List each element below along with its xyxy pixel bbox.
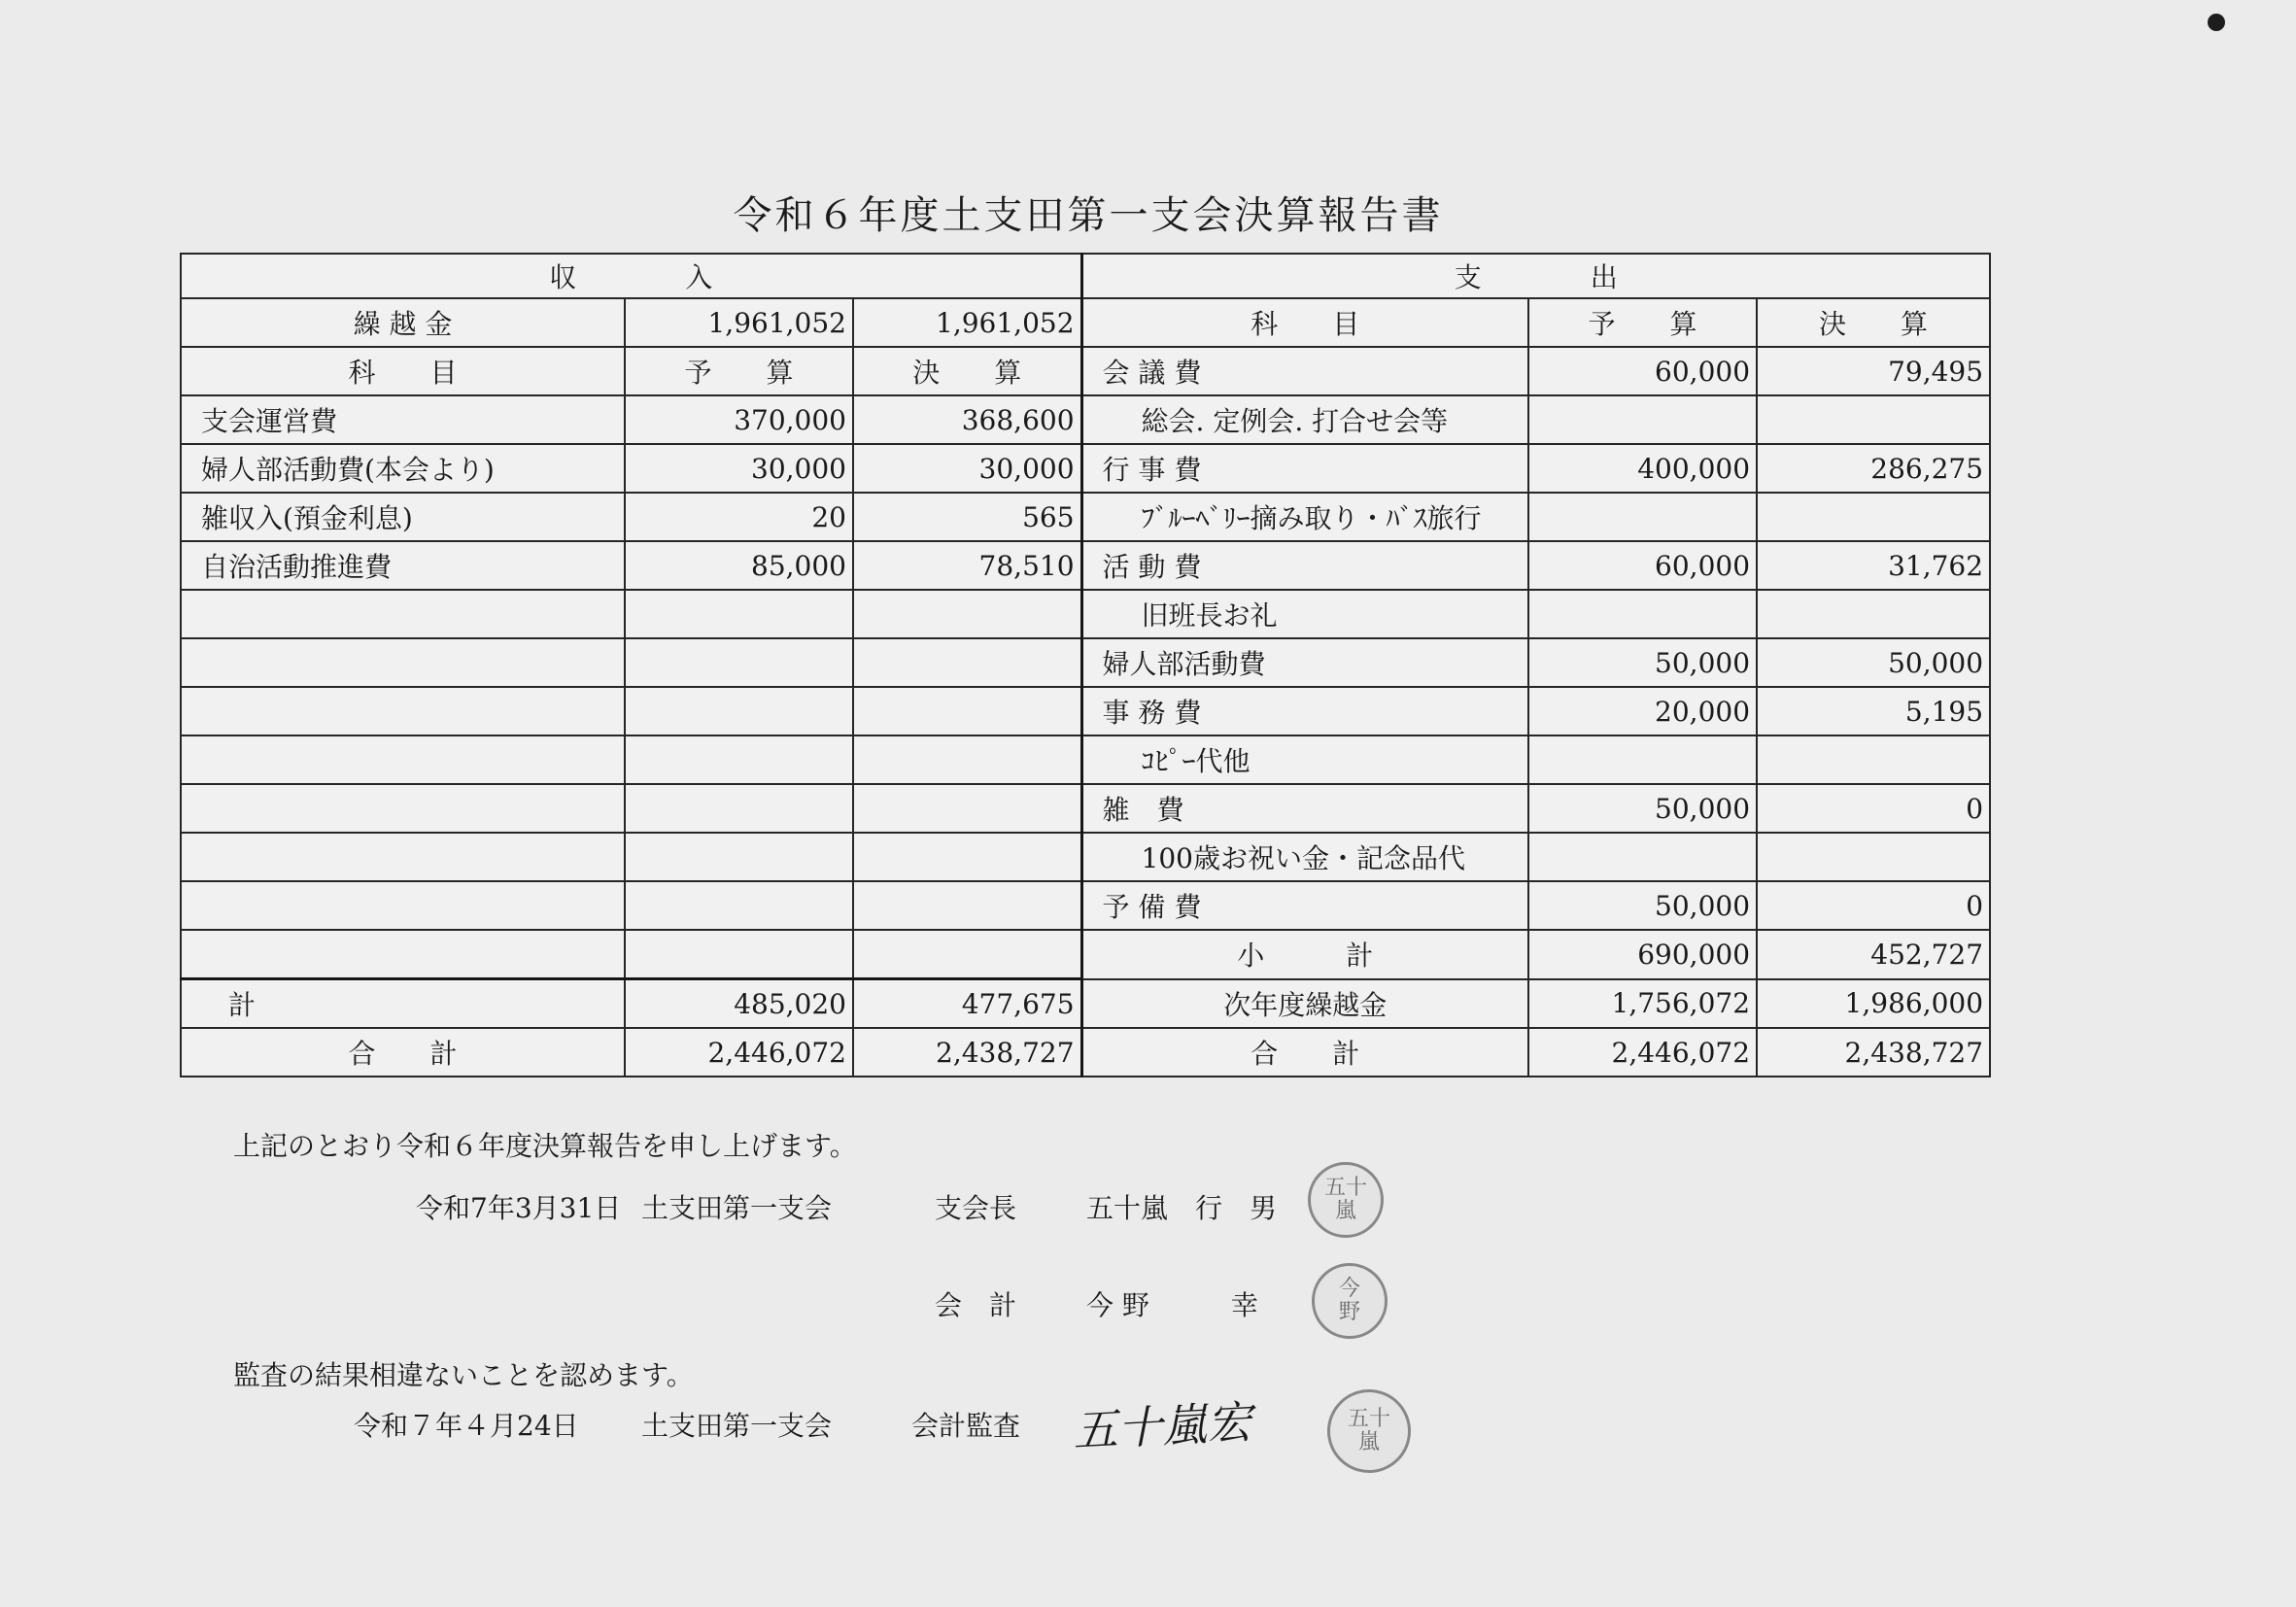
income-col-budget: 予 算 (625, 347, 853, 395)
expense-budget: 60,000 (1528, 541, 1757, 590)
income-empty-cell (625, 735, 853, 784)
expense-subtotal-label: 小 計 (1081, 930, 1528, 979)
income-total-budget: 2,446,072 (625, 1028, 853, 1077)
income-budget: 85,000 (625, 541, 853, 590)
expense-actual: 50,000 (1757, 638, 1990, 687)
expense-budget: 60,000 (1528, 347, 1757, 395)
expense-item: 予 備 費 (1081, 881, 1528, 930)
treasurer-stamp-text: 今野 (1338, 1277, 1360, 1324)
carryover-budget: 1,961,052 (625, 298, 853, 347)
carryover-actual: 1,961,052 (853, 298, 1081, 347)
expense-budget: 50,000 (1528, 784, 1757, 833)
carryover-label: 繰 越 金 (181, 298, 625, 347)
income-empty-cell (853, 687, 1081, 735)
expense-budget (1528, 493, 1757, 541)
income-empty-cell (181, 930, 625, 979)
income-empty-cell (181, 833, 625, 881)
income-item: 婦人部活動費(本会より) (181, 444, 625, 493)
income-empty-cell (181, 735, 625, 784)
expense-budget: 400,000 (1528, 444, 1757, 493)
treasurer-name: 今 野 幸 (1086, 1289, 1258, 1321)
income-empty-cell (853, 930, 1081, 979)
corner-mark (2208, 14, 2225, 31)
expense-note: 100歳お祝い金・記念品代 (1081, 833, 1528, 881)
treasurer-role: 会 計 (935, 1289, 1017, 1321)
income-empty-cell (625, 784, 853, 833)
expense-budget (1528, 590, 1757, 638)
expense-actual (1757, 735, 1990, 784)
treasurer-seal-stamp (1312, 1263, 1388, 1339)
expense-item: 活 動 費 (1081, 541, 1528, 590)
expense-actual: 79,495 (1757, 347, 1990, 395)
income-total-actual: 2,438,727 (853, 1028, 1081, 1077)
expense-subtotal-budget: 690,000 (1528, 930, 1757, 979)
income-empty-cell (625, 930, 853, 979)
income-empty-cell (625, 833, 853, 881)
income-item: 支会運営費 (181, 395, 625, 444)
expense-item: 雑 費 (1081, 784, 1528, 833)
auditor-stamp-text: 五十嵐 (1348, 1407, 1391, 1454)
income-item: 雑収入(預金利息) (181, 493, 625, 541)
expense-note: 総会. 定例会. 打合せ会等 (1081, 395, 1528, 444)
report-statement: 上記のとおり令和６年度決算報告を申し上げます。 (233, 1130, 857, 1162)
income-empty-cell (853, 833, 1081, 881)
income-subtotal-label: 計 (181, 979, 625, 1029)
expense-note: ｺﾋﾟｰ代他 (1081, 735, 1528, 784)
income-budget: 30,000 (625, 444, 853, 493)
expense-note: ﾌﾞﾙｰﾍﾞﾘｰ摘み取り・ﾊﾞｽ旅行 (1081, 493, 1528, 541)
income-item: 自治活動推進費 (181, 541, 625, 590)
financial-report-table (180, 253, 1991, 1077)
expense-subtotal-actual: 452,727 (1757, 930, 1990, 979)
income-subtotal-actual: 477,675 (853, 979, 1081, 1029)
next-carryover-label: 次年度繰越金 (1081, 979, 1528, 1029)
next-carryover-actual: 1,986,000 (1757, 979, 1990, 1029)
income-empty-cell (181, 687, 625, 735)
income-header: 収 入 (181, 254, 1081, 298)
next-carryover-budget: 1,756,072 (1528, 979, 1757, 1029)
income-col-actual: 決 算 (853, 347, 1081, 395)
expense-item: 会 議 費 (1081, 347, 1528, 395)
expense-actual: 0 (1757, 784, 1990, 833)
expense-actual (1757, 590, 1990, 638)
income-empty-cell (853, 881, 1081, 930)
expense-budget: 50,000 (1528, 881, 1757, 930)
expense-item: 婦人部活動費 (1081, 638, 1528, 687)
chair-seal-stamp (1308, 1162, 1384, 1238)
chair-stamp-text: 五十嵐 (1324, 1176, 1368, 1223)
chair-name: 五十嵐 行 男 (1086, 1192, 1278, 1224)
auditor-signature: 五十嵐宏 (1071, 1395, 1253, 1457)
expense-budget (1528, 735, 1757, 784)
income-actual: 368,600 (853, 395, 1081, 444)
expense-actual: 286,275 (1757, 444, 1990, 493)
chair-role: 支会長 (935, 1192, 1017, 1224)
expense-total-label: 合 計 (1081, 1028, 1528, 1077)
income-budget: 20 (625, 493, 853, 541)
income-actual: 78,510 (853, 541, 1081, 590)
income-empty-cell (625, 638, 853, 687)
income-empty-cell (625, 590, 853, 638)
income-empty-cell (853, 590, 1081, 638)
income-col-item: 科 目 (181, 347, 625, 395)
expense-total-budget: 2,446,072 (1528, 1028, 1757, 1077)
expense-budget (1528, 395, 1757, 444)
document-title: 令和６年度土支田第一支会決算報告書 (733, 193, 1444, 238)
expense-actual (1757, 395, 1990, 444)
income-empty-cell (181, 881, 625, 930)
expense-item: 行 事 費 (1081, 444, 1528, 493)
income-empty-cell (853, 638, 1081, 687)
income-subtotal-budget: 485,020 (625, 979, 853, 1029)
expense-budget: 20,000 (1528, 687, 1757, 735)
expense-header: 支 出 (1081, 254, 1990, 298)
expense-budget: 50,000 (1528, 638, 1757, 687)
income-actual: 30,000 (853, 444, 1081, 493)
expense-col-actual: 決 算 (1757, 298, 1990, 347)
expense-total-actual: 2,438,727 (1757, 1028, 1990, 1077)
expense-actual: 31,762 (1757, 541, 1990, 590)
expense-budget (1528, 833, 1757, 881)
expense-actual (1757, 493, 1990, 541)
audit-org: 土支田第一支会 (641, 1410, 833, 1442)
income-empty-cell (625, 687, 853, 735)
expense-item: 事 務 費 (1081, 687, 1528, 735)
expense-actual: 5,195 (1757, 687, 1990, 735)
auditor-role: 会計監査 (911, 1410, 1021, 1442)
report-date: 令和7年3月31日 (416, 1192, 622, 1224)
expense-col-item: 科 目 (1081, 298, 1528, 347)
income-empty-cell (853, 784, 1081, 833)
expense-actual (1757, 833, 1990, 881)
audit-statement: 監査の結果相違ないことを認めます。 (233, 1359, 694, 1391)
expense-col-budget: 予 算 (1528, 298, 1757, 347)
income-empty-cell (181, 784, 625, 833)
expense-note: 旧班長お礼 (1081, 590, 1528, 638)
income-total-label: 合 計 (181, 1028, 625, 1077)
audit-date: 令和７年４月24日 (354, 1410, 579, 1442)
income-empty-cell (625, 881, 853, 930)
income-actual: 565 (853, 493, 1081, 541)
income-empty-cell (181, 590, 625, 638)
auditor-seal-stamp (1327, 1389, 1411, 1473)
income-empty-cell (181, 638, 625, 687)
income-empty-cell (853, 735, 1081, 784)
income-budget: 370,000 (625, 395, 853, 444)
expense-actual: 0 (1757, 881, 1990, 930)
report-org: 土支田第一支会 (641, 1192, 833, 1224)
